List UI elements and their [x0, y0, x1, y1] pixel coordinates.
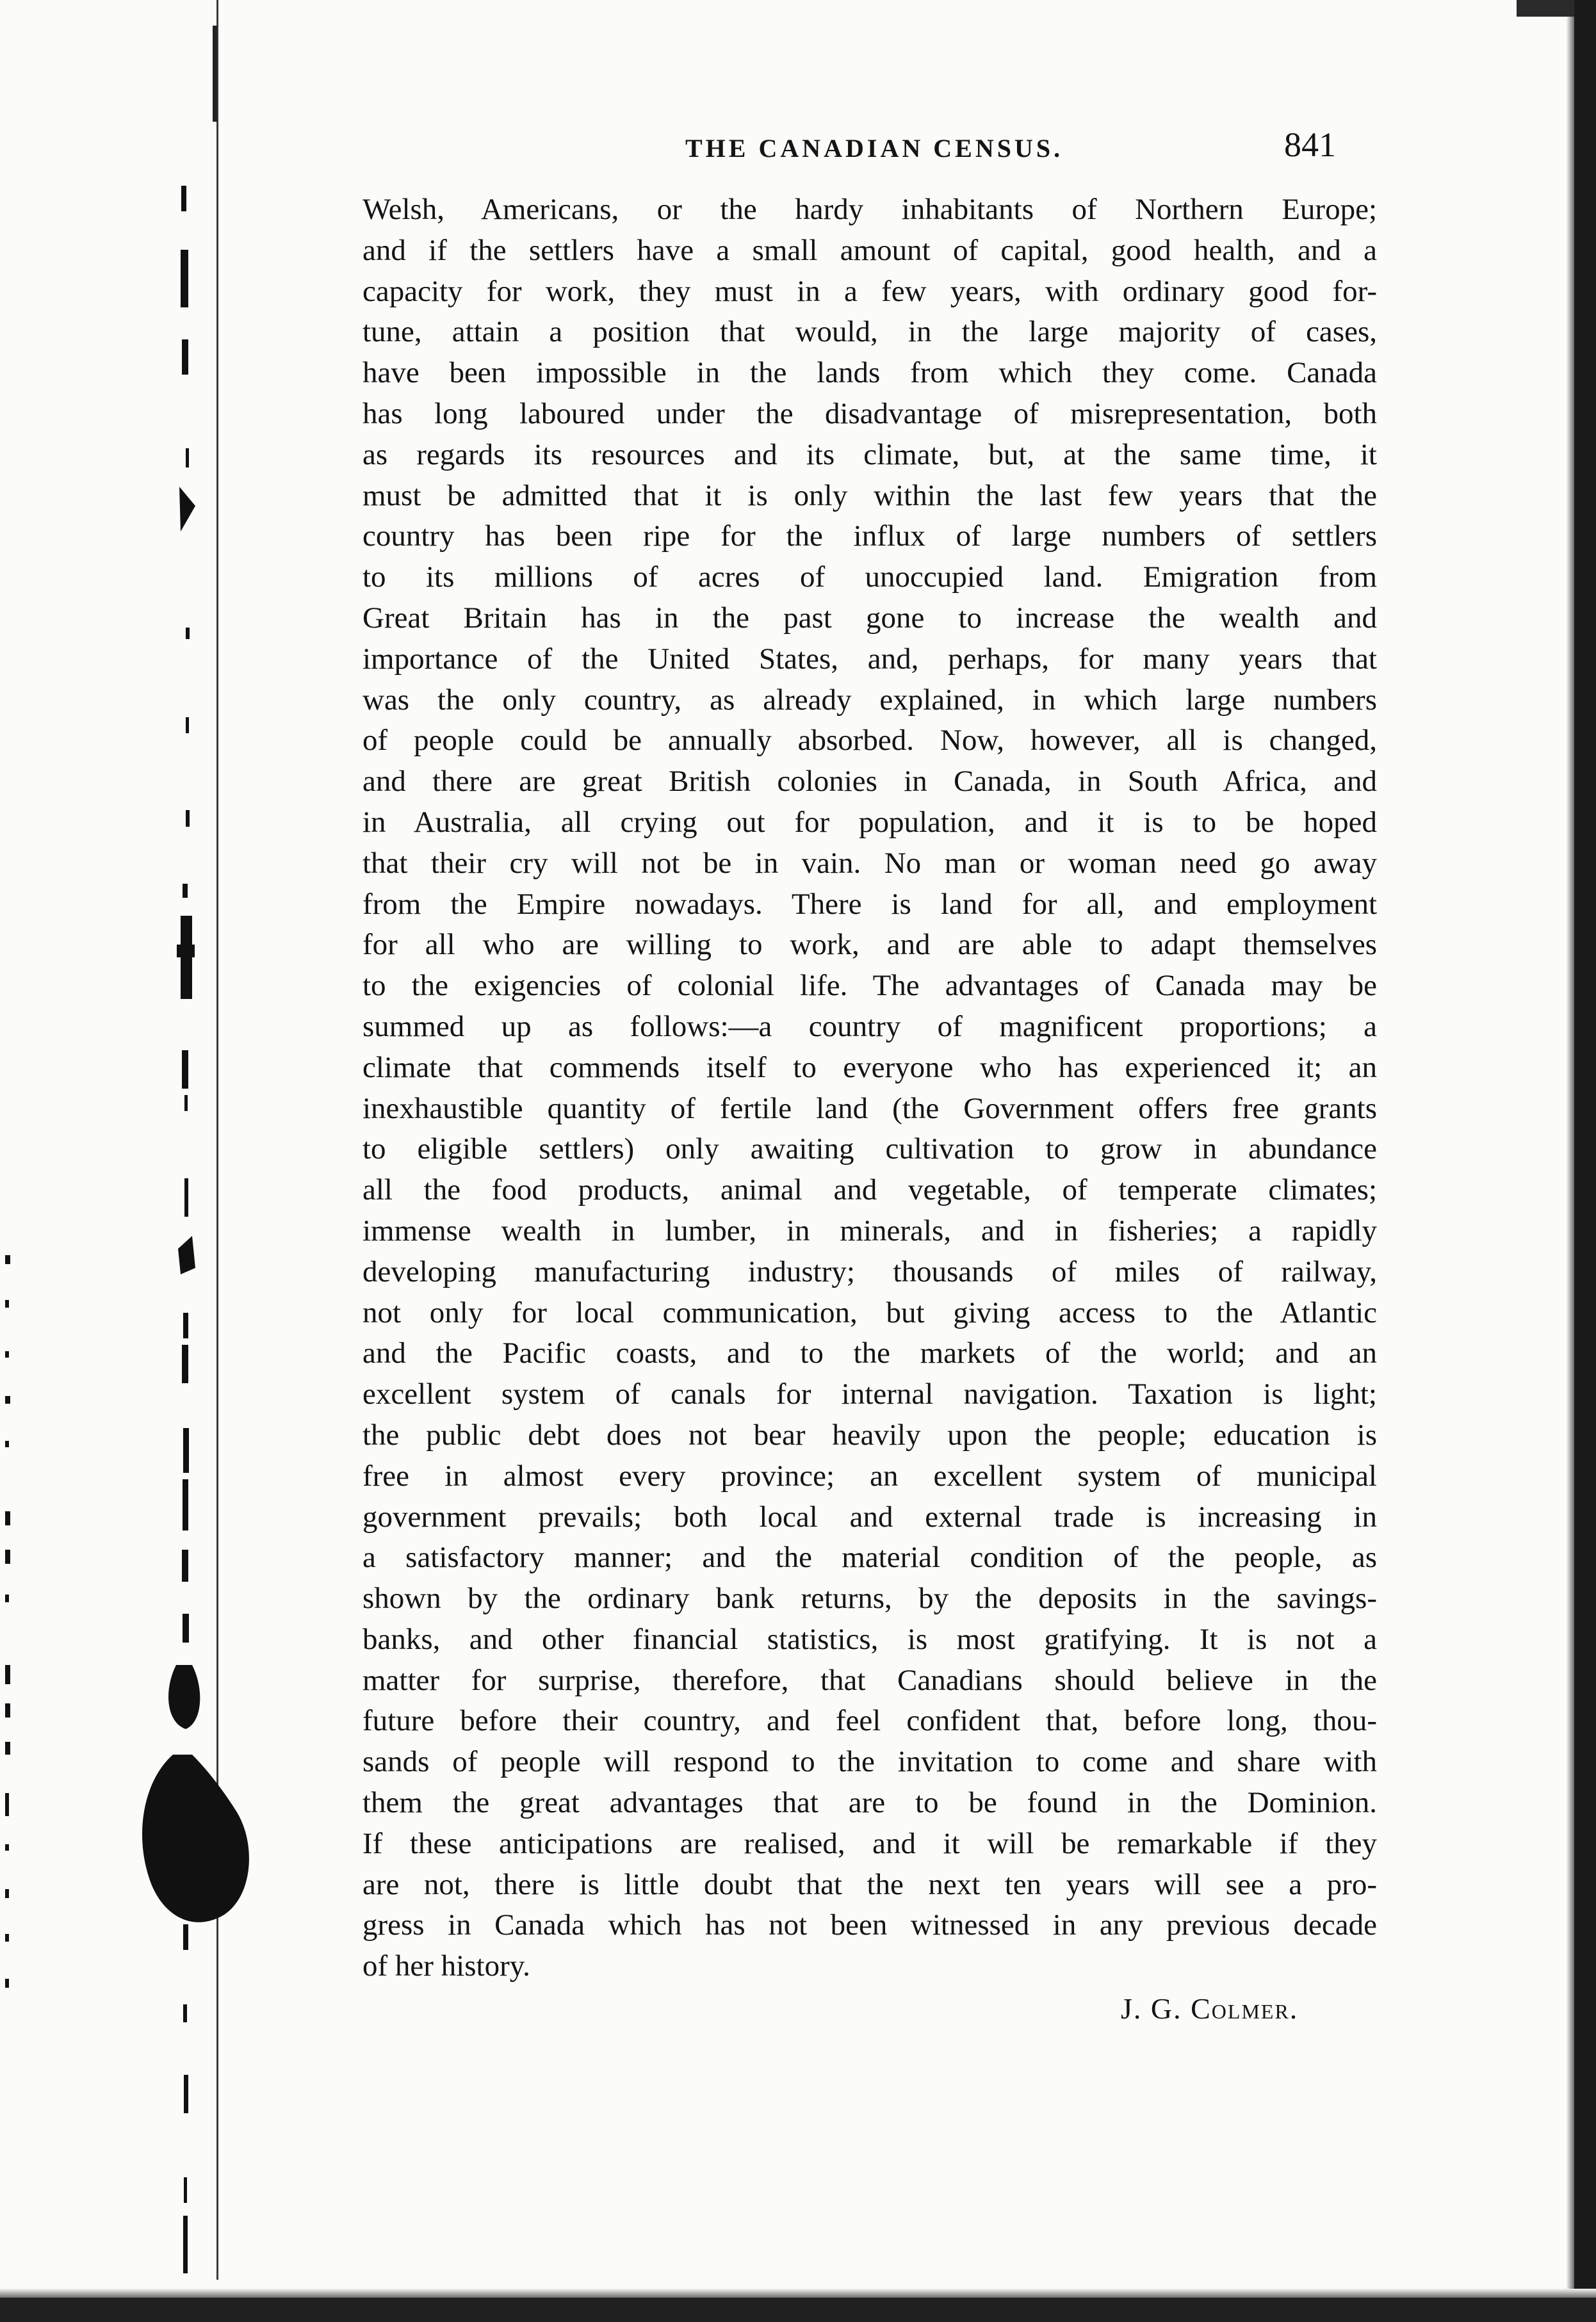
text-line: inexhaustible quantity of fertile land (the Government offers free grants	[362, 1091, 1377, 1125]
text-line: was the only country, as already explained, in which large numbers	[362, 683, 1377, 717]
text-line: government prevails; both local and external trade is increasing in	[362, 1500, 1377, 1534]
running-head: THE CANADIAN CENSUS.	[685, 134, 1064, 163]
text-line: all the food products, animal and vegetable, of temperate climates;	[362, 1173, 1377, 1207]
scan-corner-mark	[1517, 0, 1574, 17]
text-line: developing manufacturing industry; thousands of miles of railway,	[362, 1254, 1377, 1288]
text-line: to eligible settlers) only awaiting cultivation to grow in abundance	[362, 1132, 1377, 1166]
scan-edge-right	[1574, 0, 1596, 2322]
author-signature: J. G. Colmer.	[1121, 1992, 1299, 2025]
text-line: them the great advantages that are to be found in the Dominion.	[362, 1786, 1377, 1820]
text-line: sands of people will respond to the invitation to come and share with	[362, 1745, 1377, 1779]
text-line: shown by the ordinary bank returns, by the deposits in the savings-	[362, 1582, 1377, 1616]
text-line: immense wealth in lumber, in minerals, and in fisheries; a rapidly	[362, 1214, 1377, 1247]
text-line: importance of the United States, and, perhaps, for many years that	[362, 642, 1377, 676]
text-line: and there are great British colonies in Canada, in South Africa, and	[362, 765, 1377, 799]
text-line: as regards its resources and its climate, but, at the same time, it	[362, 437, 1377, 471]
binding-ink-marks	[0, 0, 269, 2322]
text-line: summed up as follows:—a country of magnificent proportions; a	[362, 1009, 1377, 1043]
text-line: for all who are willing to work, and are able to adapt themselves	[362, 928, 1377, 962]
text-line: gress in Canada which has not been witnessed in any previous decade	[362, 1908, 1377, 1942]
text-line: are not, there is little doubt that the next ten years will see a pro-	[362, 1867, 1377, 1901]
text-line: to the exigencies of colonial life. The advantages of Canada may be	[362, 969, 1377, 1003]
text-line: free in almost every province; an excellent system of municipal	[362, 1459, 1377, 1493]
text-line: to its millions of acres of unoccupied land. Emigration from	[362, 560, 1377, 594]
text-line: in Australia, all crying out for population, and it is to be hoped	[362, 805, 1377, 839]
text-line: that their cry will not be in vain. No man or woman need go away	[362, 846, 1377, 880]
text-line: of her history.	[362, 1949, 530, 1983]
text-line: excellent system of canals for internal navigation. Taxation is light;	[362, 1377, 1377, 1411]
text-line: If these anticipations are realised, and it will be remarkable if they	[362, 1826, 1377, 1860]
text-line: and the Pacific coasts, and to the markets of the world; and an	[362, 1336, 1377, 1370]
text-line: a satisfactory manner; and the material condition of the people, as	[362, 1541, 1377, 1575]
text-line: Welsh, Americans, or the hardy inhabitants of Northern Europe;	[362, 193, 1377, 226]
text-line: banks, and other financial statistics, is most gratifying. It is not a	[362, 1622, 1377, 1656]
text-line: from the Empire nowadays. There is land for all, and employment	[362, 887, 1377, 921]
text-line: capacity for work, they must in a few years, with ordinary good for-	[362, 274, 1377, 308]
text-line: must be admitted that it is only within the last few years that the	[362, 478, 1377, 512]
text-line: future before their country, and feel confident that, before long, thou-	[362, 1704, 1377, 1738]
text-line: of people could be annually absorbed. Now, however, all is changed,	[362, 724, 1377, 758]
scan-edge-shadow-right	[1567, 0, 1574, 2322]
text-line: has long laboured under the disadvantage of misrepresentation, both	[362, 396, 1377, 430]
text-line: and if the settlers have a small amount of capital, good health, and a	[362, 233, 1377, 267]
text-line: Great Britain has in the past gone to increase the wealth and	[362, 601, 1377, 635]
text-line: have been impossible in the lands from which they come. Canada	[362, 356, 1377, 390]
text-line: not only for local communication, but giving access to the Atlantic	[362, 1295, 1377, 1329]
text-line: country has been ripe for the influx of large numbers of settlers	[362, 519, 1377, 553]
body-text	[362, 190, 1377, 1987]
text-line: the public debt does not bear heavily upon the people; education is	[362, 1418, 1377, 1452]
text-line: climate that commends itself to everyone who has experienced it; an	[362, 1050, 1377, 1084]
text-line: matter for surprise, therefore, that Canadians should believe in the	[362, 1663, 1377, 1697]
page-number: 841	[1284, 126, 1336, 164]
text-line: tune, attain a position that would, in the large majority of cases,	[362, 315, 1377, 349]
